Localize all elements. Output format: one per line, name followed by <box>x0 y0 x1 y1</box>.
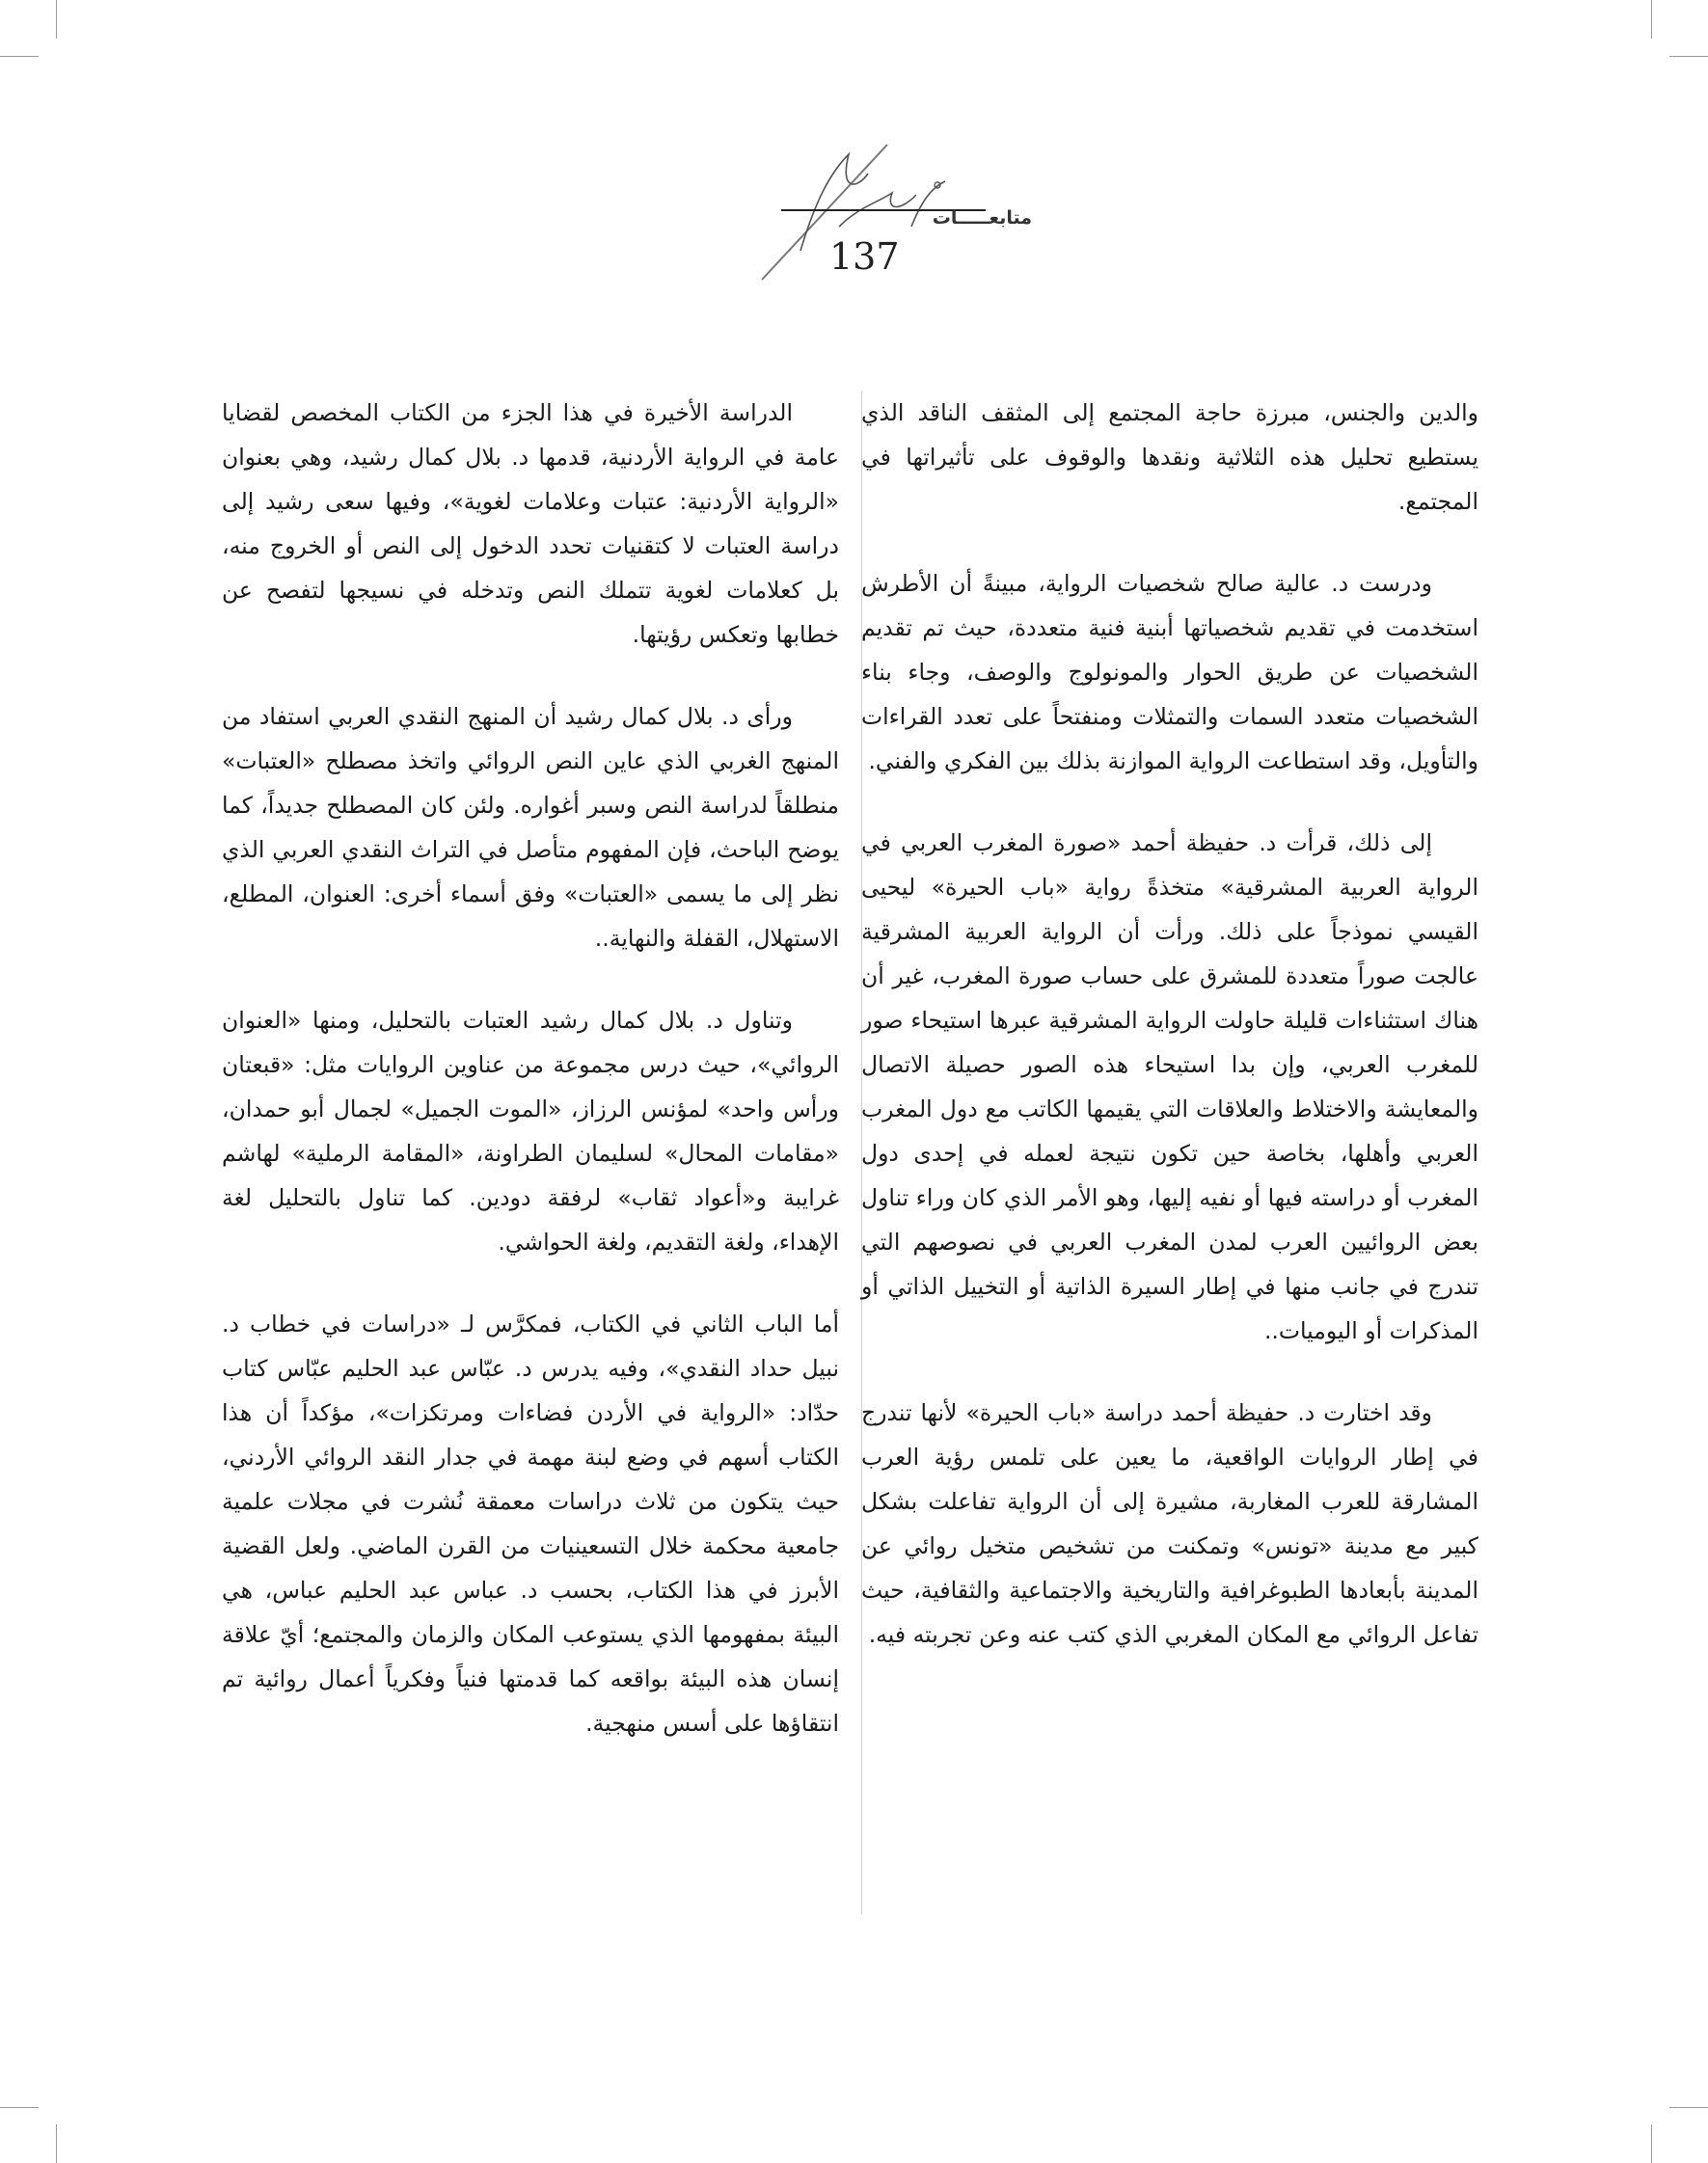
article-column-right <box>861 391 1478 1694</box>
crop-mark-top-right-h <box>1669 56 1708 57</box>
paragraph: الدراسة الأخيرة في هذا الجزء من الكتاب المخصص لقضايا عامة في الرواية الأردنية، قدمها د. بلال كمال رشيد، وهي بعنوان «الرواية الأردنية: عتبات وعلامات لغوية»، وفيها سعى رشيد إلى دراسة العتبات لا كتقنيات تحدد الدخول إلى النص أو الخروج منه، بل كعلامات لغوية تتملك النص وتدخله في نسيجها لتفصح عن خطابها وتعكس رؤيتها. <box>222 399 839 648</box>
crop-mark-bottom-left-h <box>0 2107 39 2108</box>
crop-mark-top-left-h <box>0 56 39 57</box>
paragraph: أما الباب الثاني في الكتاب، فمكرَّس لـ «دراسات في خطاب د. نبيل حداد النقدي»، وفيه يدرس د. عبّاس عبد الحليم عبّاس كتاب حدّاد: «الرواية في الأردن فضاءات ومرتكزات»، مؤكداً أن هذا الكتاب أسهم في وضع لبنة مهمة في جدار النقد الروائي الأردني، حيث يتكون من ثلاث دراسات معمقة نُشرت في مجلات علمية جامعية محكمة خلال التسعينيات من القرن الماضي. ولعل القضية الأبرز في هذا الكتاب، بحسب د. عباس عبد الحليم عباس، هي البيئة بمفهومها الذي يستوعب المكان والزمان والمجتمع؛ أيّ علاقة إنسان هذه البيئة بواقعه كما قدمتها فنياً وفكرياً أعمال روائية تم انتقاؤها على أسس منهجية. <box>222 1311 839 1737</box>
paragraph: ورأى د. بلال كمال رشيد أن المنهج النقدي العربي استفاد من المنهج الغربي الذي عاين النص الروائي واتخذ مصطلح «العتبات» منطلقاً لدراسة النص وسبر أغواره. ولئن كان المصطلح جديداً، كما يوضح الباحث، فإن المفهوم متأصل في التراث النقدي العربي الذي نظر إلى ما يسمى «العتبات» وفق أسماء أخرى: العنوان، المطلع، الاستهلال، القفلة والنهاية.. <box>222 703 839 952</box>
paragraph: ودرست د. عالية صالح شخصيات الرواية، مبينةً أن الأطرش استخدمت في تقديم شخصياتها أبنية فنية متعددة، حيث تم تقديم الشخصيات عن طريق الحوار والمونولوج والوصف، وجاء بناء الشخصيات متعدد السمات والتمثلات ومنفتحاً على تعدد القراءات والتأويل، وقد استطاعت الرواية الموازنة بذلك بين الفكري والفني. <box>861 570 1478 774</box>
article-column-left <box>222 391 839 1783</box>
crop-mark-bottom-left-v <box>56 2124 57 2163</box>
crop-mark-top-left-v <box>56 0 57 39</box>
paragraph: وقد اختارت د. حفيظة أحمد دراسة «باب الحيرة» لأنها تندرج في إطار الروايات الواقعية، ما يعين على تلمس رؤية العرب المشارقة للعرب المغاربة، مشيرة إلى أن الرواية تفاعلت بشكل كبير مع مدينة «تونس» وتمكنت من تشخيص متخيل روائي عن المدينة بأبعادها الطبوغرافية والتاريخية والاجتماعية والثقافية، حيث تفاعل الروائي مع المكان المغربي الذي كتب عنه وعن تجربته فيه. <box>861 1399 1478 1648</box>
paragraph: والدين والجنس، مبرزة حاجة المجتمع إلى المثقف الناقد الذي يستطيع تحليل هذه الثلاثية ونقدها والوقوف على تأثيراتها في المجتمع. <box>861 399 1478 515</box>
section-label: متابعـــــات <box>932 207 1032 229</box>
page-number: 137 <box>829 235 900 278</box>
crop-mark-bottom-right-h <box>1669 2107 1708 2108</box>
crop-mark-bottom-right-v <box>1651 2124 1652 2163</box>
paragraph: إلى ذلك، قرأت د. حفيظة أحمد «صورة المغرب العربي في الرواية العربية المشرقية» متخذةً رواية «باب الحيرة» ليحيى القيسي نموذجاً على ذلك. ورأت أن الرواية العربية المشرقية عالجت صوراً متعددة للمشرق على حساب صورة المغرب، غير أن هناك استثناءات قليلة حاولت الرواية المشرقية عبرها استيحاء صور للمغرب العربي، وإن بدا استيحاء هذه الصور حصيلة الاتصال والمعايشة والاختلاط والعلاقات التي يقيمها الكاتب مع دول المغرب العربي وأهلها، بخاصة حين تكون نتيجة لعمله في إحدى دول المغرب أو دراسته فيها أو نفيه إليها، وهو الأمر الذي كان وراء تناول بعض الروائيين العرب لمدن المغرب العربي في نصوصهم التي تندرج في جانب منها في إطار السيرة الذاتية أو التخييل الذاتي أو المذكرات أو اليوميات.. <box>861 829 1478 1344</box>
page-header <box>723 135 1032 289</box>
crop-mark-top-right-v <box>1651 0 1652 39</box>
paragraph: وتناول د. بلال كمال رشيد العتبات بالتحليل، ومنها «العنوان الروائي»، حيث درس مجموعة من عناوين الروايات مثل: «قبعتان ورأس واحد» لمؤنس الرزاز، «الموت الجميل» لجمال أبو حمدان، «مقامات المحال» لسليمان الطراونة، «المقامة الرملية» لهاشم غرايبة و«أعواد ثقاب» لرفقة دودين. كما تناول بالتحليل لغة الإهداء، ولغة التقديم، ولغة الحواشي. <box>222 1007 839 1256</box>
